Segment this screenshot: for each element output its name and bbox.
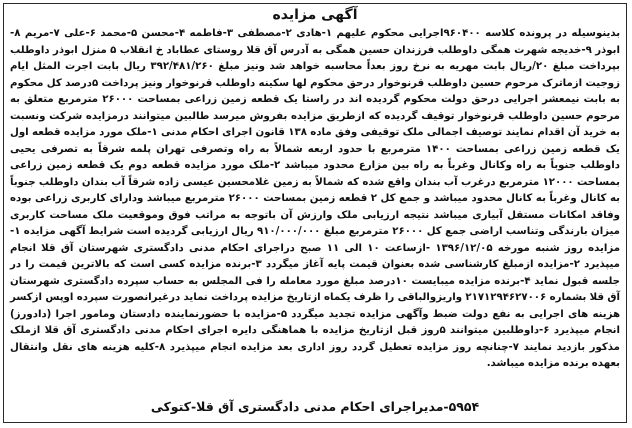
notice-body: بدینوسیله در پرونده کلاسه ۹۶۰۴۰۰اجرایی محکوم علیهم ۱-هادی ۲-مصطفی ۳-فاطمه ۴-محسن ۵-محمد ۶-علی ۷-مریم ۸-ابوذر ۹-خدیجه شهرت همگی داوطلب فرزندان حسین همگی به آدرس آق قلا روستای عطاباد خ انقلاب ۵ منزل ابوذر داوطلب بپرداخت مبلغ ۲۰/ریال بابت مهریه به نرخ روز بعداً محاسبه خواهد شد ونیز مبلغ ۳۹۲/۴۸۱/۲۶۰ ریال بابت اجرت المثل ایام زوجیت ازماترک مرحوم حسین داوطلب قرنوخوار درحق محکوم لها سکینه داوطلب قرنوخوار ونیز پرداخت ۵درصد کل محکوم به بابت نیمعشر اجرایی درحق دولت محکوم گردیده اند در راستا یک قطعه زمین زراعی بمساحت ۲۶۰۰۰ مترمربع متعلق به مرحوم حسین داوطلب قرنوخوار توقیف گردیده که ازطریق مزایده بفروش میرسد طالبین میتوانند درمزایده شرکت ونسبت به خرید آن اقدام نمایند توصیف اجمالی ملک توقیفی وفق ماده ۱۳۸ قانون اجرای احکام مدنی ۱-ملک مورد مزایده قطعه اول یک قطعه زمین زراعی بمساحت ۱۴۰۰ مترمربع با حدود اربعه شمالاً به راه وتصرفی تهران پلمه شرقاً به تصرفی یحیی داوطلب جنوباً به راه وکانال وغرباً به راه بین مزارع محدود میباشد ۲-ملک مورد مزایده قطعه دوم یک قطعه زمین زراعی بمساحت ۱۲۰۰۰ مترمربع درغرب آب بندان واقع شده که شمالاً به زمین غلامحسین عیسی زاده شرقاً آب بندان داوطلب جنوباً به کانال وغرباً به کانال محدود میباشد و جمع کل ۲ قطعه زمین بمساحت ۲۶۰۰۰ مترمربع میباشد ودارای کاربری زراعی بوده وفاقد امکانات مستقل آبیاری میباشد نتیجه ارزیابی ملک وارزش آن باتوجه به مراتب فوق وموقعیت ملک مساحت کاربری میزان بارندگی وتناسب اراضی جمع کل ۲۶۰۰۰ مترمربع مبلغ ۹۱۰/۰۰۰/۰۰۰ ریال ارزیابی گردیده است شرایط آگهی مزایده ۱-مزایده روز شنبه مورخه ۱۳۹۶/۱۲/۰۵ -ازساعت ۱۰ الی ۱۱ صبح دراجرای احکام مدنی دادگستری شهرستان آق قلا انجام میپذیرد ۲-مزایده ازمبلغ کارشناسی شده بعنوان قیمت پایه آغاز میگردد ۳-برنده مزایده کسی است که بالاترین قیمت را در جلسه قبول نماید ۴-برنده مزایده میبایست ۱۰درصد مبلغ مورد معامله را فی المجلس به حساب سپرده دادگستری شهرستان آق قلا بشماره ۲۱۷۱۲۹۴۶۲۷۰۰۶ واریزوالباقی را ظرف یکماه ازتاریخ مزایده پرداخت نماید درغیرانصورت سپرده اوپس ازکسر هزینه های اجرایی به نفع دولت ضبط وآگهی مزایده تجدید میگردد ۵-مزایده با حضورنماینده دادستان ومامور اجرا (دادورز) انجام میپذیرد ۶-داوطلبین میتوانند ۵روز قبل ازتاریخ مزایده با هماهنگی دایره اجرای احکام مدنی دادگستری آق قلا ازملک مذکور بازدید نمایند ۷-چنانچه روز مزایده تعطیل گردد روز اداری بعد مزایده انجام میپذیرد ۸-کلیه هزینه های نقل وانتقال بعهده برنده مزایده میباشد. bbox=[10, 28, 621, 369]
notice-footer-signature: ۵۹۵۴-مدیراجرای احکام مدنی دادگستری آق قلا-کتوکی bbox=[150, 399, 480, 414]
auction-notice bbox=[3, 3, 627, 423]
notice-title: آگهی مزایده bbox=[272, 7, 358, 23]
